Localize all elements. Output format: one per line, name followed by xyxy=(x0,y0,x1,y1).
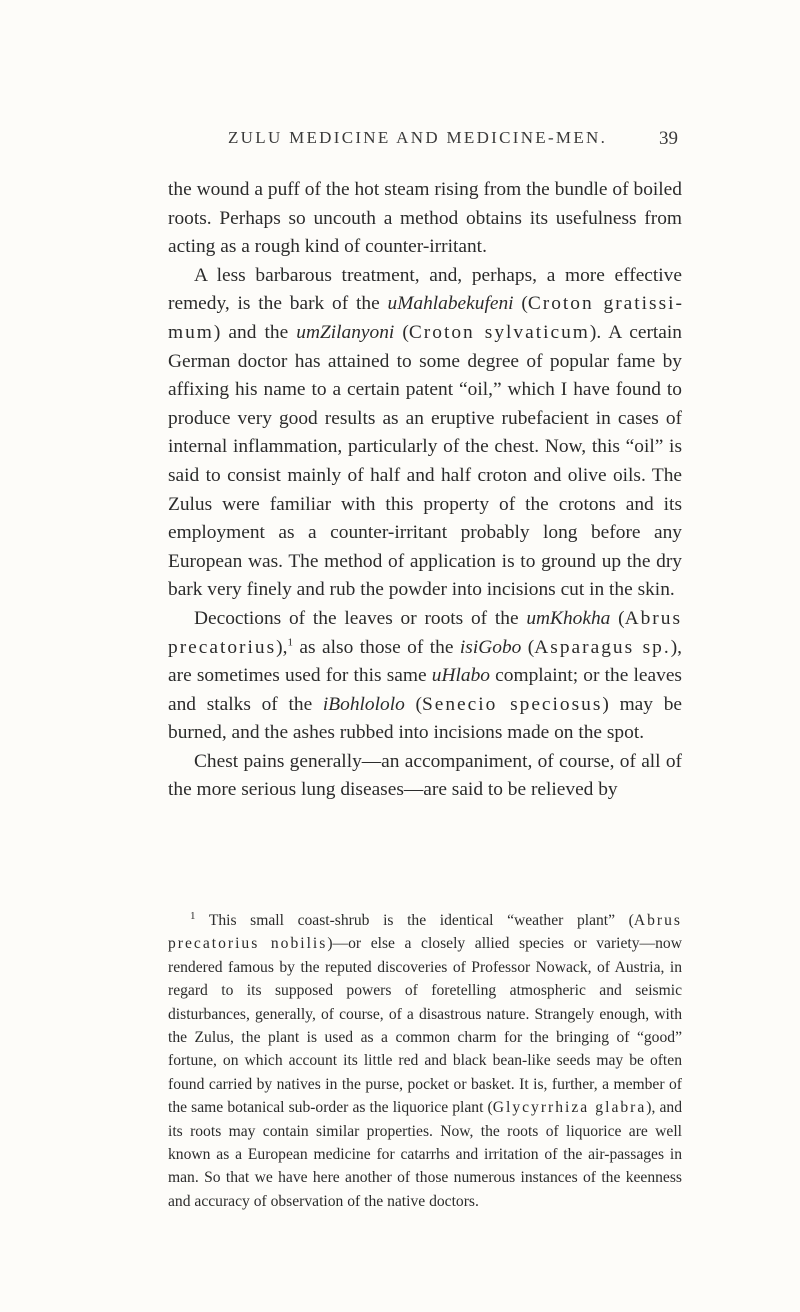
paragraph-2: A less barbarous treatment, and, perhaps, a more effective remedy, is the bark of the uMahlabekufeni (Croton gratissimum) and the umZilanyoni (Croton sylvaticum). A certain German doctor has attained to some degree of popular fame by affixing his name to a certain patent “oil,” which I have found to produce very good results as an eruptive rubefacient in cases of internal inflammation, particularly of the chest. Now, this “oil” is said to consist mainly of half and half croton and olive oils. The Zulus were familiar with this property of the crotons and its employment as a counter-irritant probably long before any European was. The method of application is to ground up the dry bark very finely and rub the powder into incisions cut in the skin. xyxy=(168,264,682,601)
body-text xyxy=(168,176,682,805)
species-name: umKhokha xyxy=(526,607,611,629)
latin-name: Abrus precatorius nobilis xyxy=(168,912,682,953)
page-header xyxy=(168,128,678,158)
footnote-1: $^1$ This small coast-shrub is the identical “weather plant” (Abrus precatorius nobilis)—or else a closely allied species or variety—now rendered famous by the reputed discoveries of Professor Nowack, of Austria, in regard to its supposed powers of foretelling atmospheric and seismic disturbances, generally, of course, of a disastrous nature. Strangely enough, with the Zulus, the plant is used as a common charm for the bringing of “good” fortune, on which account its little red and black bean-like seeds may be often found carried by natives in the purse, pocket or basket. It is, further, a member of the same botanical sub-order as the liquorice plant (Glycyrrhiza glabra), and its roots may contain similar properties. Now, the roots of liquorice are well known as a European medicine for catarrhs and irritation of the air-passages in man. So that we have here another of those numerous instances of the keenness and accuracy of observation of the native doctors. xyxy=(168,909,682,1210)
species-name: umZilanyoni xyxy=(296,321,395,343)
latin-name: Asparagus sp. xyxy=(534,636,671,658)
footnotes xyxy=(168,909,682,1213)
species-name: uHlabo xyxy=(431,665,490,687)
latin-name: Croton sylvaticum xyxy=(408,321,590,343)
latin-name: Croton gratissimum xyxy=(168,293,682,343)
footnote-reference: 1 xyxy=(287,636,293,649)
paragraph-3: Decoctions of the leaves or roots of the umKhokha (Abrus precatorius),$^1$ as also those of the isiGobo (Asparagus sp.), are sometimes used for this same uHlabo complaint; or the leaves and stalks of the iBohlololo (Senecio speciosus) may be burned, and the ashes rubbed into incisions made on the spot. xyxy=(168,607,683,744)
latin-name: Glycyrrhiza glabra xyxy=(492,1099,647,1117)
latin-name: Senecio speciosus xyxy=(421,693,603,715)
page-number: 39 xyxy=(659,128,678,149)
footnote-marker: 1 xyxy=(190,909,196,922)
species-name: iBohlololo xyxy=(322,693,405,715)
paragraph-4: Chest pains generally—an accompaniment, of course, of all of the more serious lung diseases—are said to be relieved by xyxy=(168,750,682,801)
paragraph-1: the wound a puff of the hot steam rising from the bundle of boiled roots. Perhaps so uncouth a method obtains its usefulness from acting as a rough kind of counter-irritant. xyxy=(168,179,682,258)
species-name: isiGobo xyxy=(459,636,522,658)
species-name: uMahlabekufeni xyxy=(387,293,514,315)
running-head: ZULU MEDICINE AND MEDICINE-MEN. xyxy=(228,128,608,147)
latin-name: Abrus precatorius xyxy=(168,607,682,658)
